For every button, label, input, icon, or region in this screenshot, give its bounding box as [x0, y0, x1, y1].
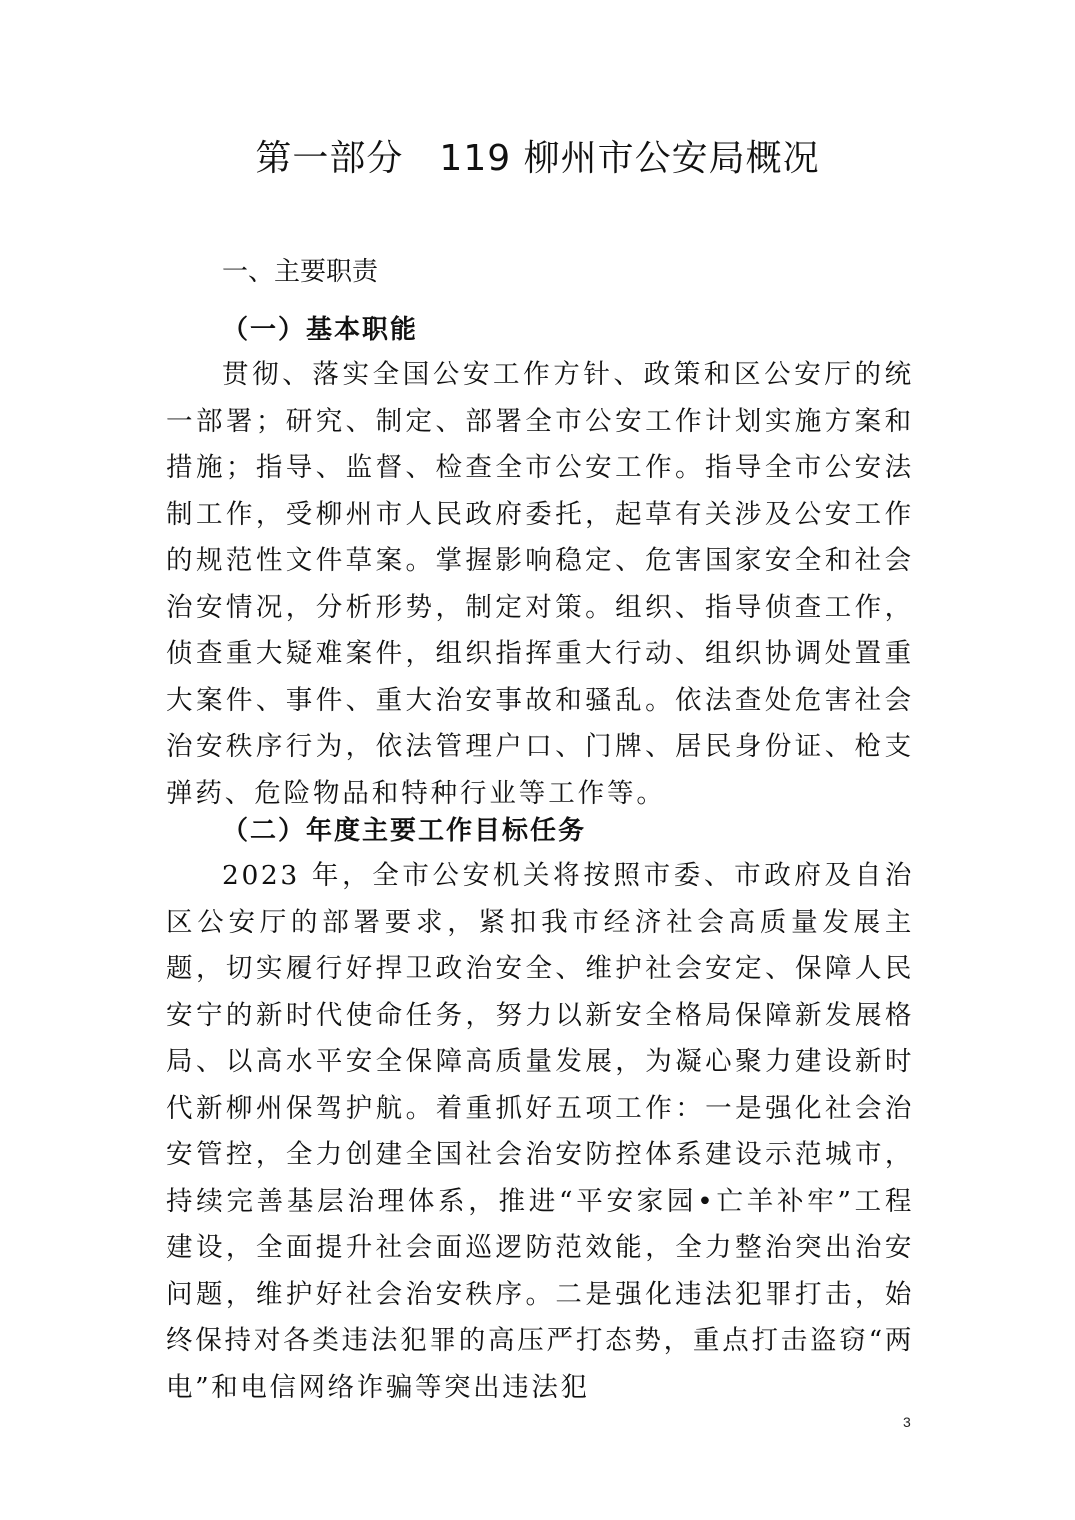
- page-number: 3: [903, 1414, 911, 1430]
- subsection-heading-basic-functions: （一）基本职能: [222, 315, 419, 345]
- paragraph-annual-goals: 2023 年，全市公安机关将按照市委、市政府及自治区公安厅的部署要求，紧扣我市经济社会高质量发展主题，切实履行好捍卫政治安全、维护社会安定、保障人民安宁的新时代使命任务，努力以新安全格局保障新发展格局、以高水平安全保障高质量发展，为凝心聚力建设新时代新柳州保驾护航。着重抓好五项工作：一是强化社会治安管控，全力创建全国社会治安防控体系建设示范城市，持续完善基层治理体系，推进“平安家园•亡羊补牢”工程建设，全面提升社会面巡逻防范效能，全力整治突出治安问题，维护好社会治安秩序。二是强化违法犯罪打击，始终保持对各类违法犯罪的高压严打态势，重点打击盗窃“两电”和电信网络诈骗等突出违法犯: [166, 860, 914, 1403]
- section-heading: 一、主要职责: [222, 257, 379, 287]
- subsection-heading-annual-goals: （二）年度主要工作目标任务: [222, 816, 587, 846]
- paragraph-basic-functions: 贯彻、落实全国公安工作方针、政策和区公安厅的统一部署；研究、制定、部署全市公安工作计划实施方案和措施；指导、监督、检查全市公安工作。指导全市公安法制工作，受柳州市人民政府委托，起草有关涉及公安工作的规范性文件草案。掌握影响稳定、危害国家安全和社会治安情况，分析形势，制定对策。组织、指导侦查工作，侦查重大疑难案件，组织指挥重大行动、组织协调处置重大案件、事件、重大治安事故和骚乱。依法查处危害社会治安秩序行为，依法管理户口、门牌、居民身份证、枪支弹药、危险物品和特种行业等工作等。: [166, 359, 914, 809]
- title-part: 第一部分: [255, 138, 404, 179]
- title-text: 119 柳州市公安局概况: [439, 138, 820, 179]
- page-title: [0, 133, 1075, 185]
